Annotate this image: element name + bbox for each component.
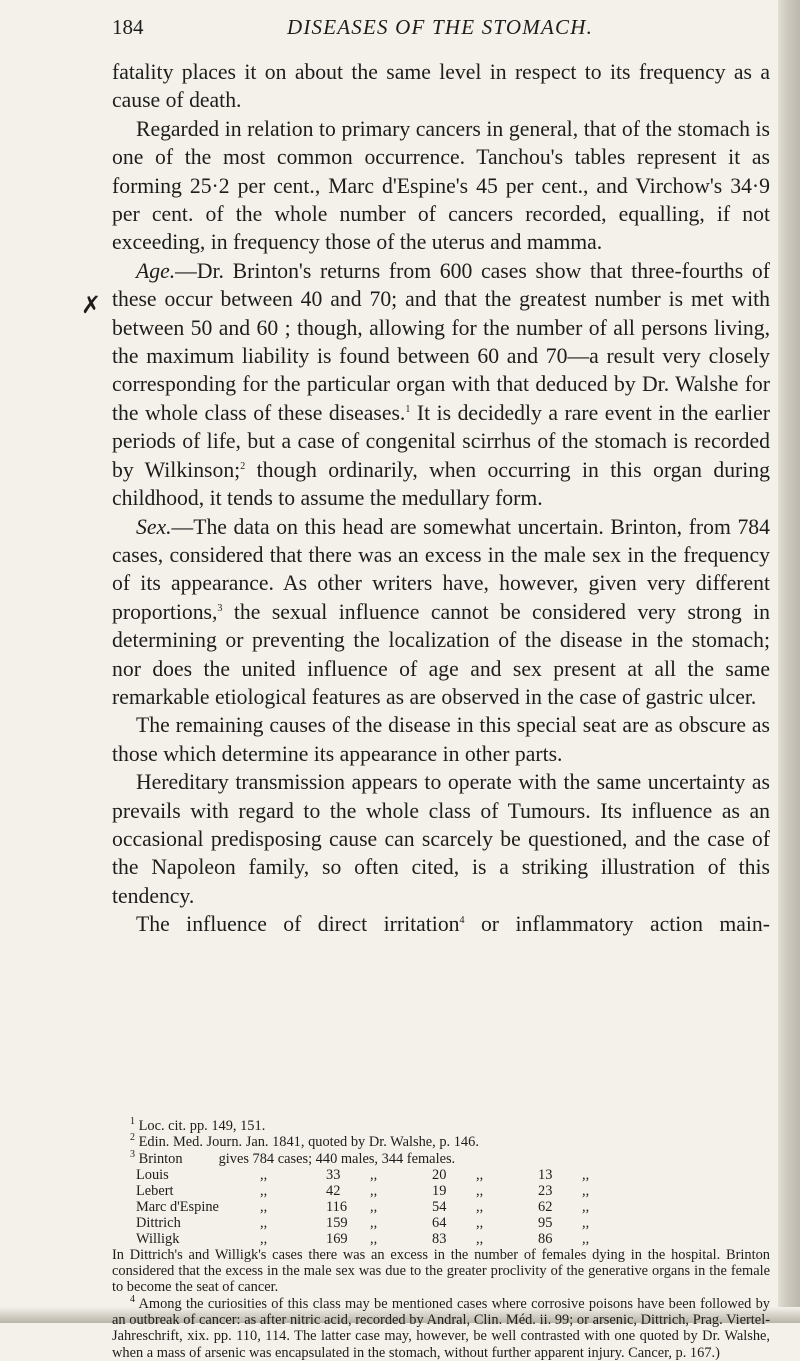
ditto-mark: ,, [260, 1214, 268, 1231]
table-row [136, 1167, 644, 1183]
total-cases: 169 [326, 1230, 348, 1247]
footnote-ref-4[interactable]: 4 [459, 914, 465, 926]
female-cases: 62 [538, 1198, 553, 1215]
author-name: Lebert [136, 1182, 174, 1199]
margin-mark-icon: ✗ [81, 291, 102, 319]
total-cases: 42 [326, 1182, 341, 1199]
male-cases: 20 [432, 1166, 447, 1183]
total-cases: 159 [326, 1214, 348, 1231]
paragraph-2: Regarded in relation to primary cancers in general, that of the stomach is one of the most common occurrence. Tanchou's tables represent it as forming 25·2 per cent., Marc d'Espine's 45 per cent., and Virchow's 34·9 per cent. of the whole number of cancers recorded, equalling, if not exceeding, in frequency those of the uterus and mamma. [112, 116, 770, 255]
author-name: Willigk [136, 1230, 180, 1247]
ditto-mark: ,, [260, 1230, 268, 1247]
ditto-mark: ,, [476, 1214, 484, 1231]
footnote-1: $^1$ Loc. cit. pp. 149, 151. [130, 1116, 266, 1134]
female-cases: 95 [538, 1214, 553, 1231]
female-cases: 13 [538, 1166, 553, 1183]
ditto-mark: ,, [370, 1166, 378, 1183]
table-row [136, 1215, 644, 1231]
table-row [136, 1183, 644, 1199]
page-edge-shadow [778, 0, 800, 1323]
ditto-mark: ,, [582, 1182, 590, 1199]
footnote-ref-1[interactable]: 1 [405, 403, 411, 415]
footnote-ref-3[interactable]: 3 [217, 602, 223, 614]
age-heading: Age. [136, 258, 176, 283]
ditto-mark: ,, [582, 1230, 590, 1247]
total-cases: 116 [326, 1198, 348, 1215]
ditto-mark: ,, [260, 1198, 268, 1215]
page-header [112, 15, 768, 45]
footnote-3: $^3$ Brinton gives 784 cases; 440 males, 344 females. [130, 1148, 456, 1167]
male-cases: 54 [432, 1198, 447, 1215]
ditto-mark: ,, [370, 1198, 378, 1215]
paragraph-1: fatality places it on about the same level in respect to its frequency as a cause of death. [112, 60, 770, 113]
male-cases: 83 [432, 1230, 447, 1247]
ditto-mark: ,, [476, 1182, 484, 1199]
author-name: Marc d'Espine [136, 1198, 219, 1215]
page-number: 184 [112, 15, 144, 39]
body-text [112, 58, 770, 939]
table-row [136, 1199, 644, 1215]
author-name: Dittrich [136, 1214, 181, 1231]
female-cases: 23 [538, 1182, 553, 1199]
ditto-mark: ,, [476, 1166, 484, 1183]
male-cases: 64 [432, 1214, 447, 1231]
male-cases: 19 [432, 1182, 447, 1199]
ditto-mark: ,, [260, 1166, 268, 1183]
ditto-mark: ,, [260, 1182, 268, 1199]
ditto-mark: ,, [370, 1230, 378, 1247]
footnotes [112, 1118, 770, 1361]
running-title: DISEASES OF THE STOMACH. [286, 15, 594, 39]
author-name: Louis [136, 1166, 169, 1183]
female-cases: 86 [538, 1230, 553, 1247]
ditto-mark: ,, [370, 1214, 378, 1231]
ditto-mark: ,, [476, 1198, 484, 1215]
footnote-3-conclusion: In Dittrich's and Willigk's cases there was an excess in the number of females dying in the hospital. Brinton considered that the excess in the male sex was due to the greater proclivity of the generative organs in the female to become the seat of cancer. [112, 1246, 770, 1296]
paragraph-7: The influence of direct irritation$^4$ or inflammatory action main- [136, 912, 770, 937]
paragraph-age: Age.—Dr. Brinton's returns from 600 cases show that three-fourths of these occur between 40 and 70; and that the greatest number is met with between 50 and 60 ; though, allowing for the number of all persons living, the maximum liability is found between 60 and 70—a result very closely corresponding for the particular organ with that deduced by Dr. Walshe for the whole class of these diseases.$^1$ It is decidedly a rare event in the earlier periods of life, but a case of congenital scirrhus of the stomach is recorded by Wilkinson;$^2$ though ordinarily, when occurring in this organ during childhood, it tends to assume the medullary form. [112, 258, 770, 511]
footnote-ref-2[interactable]: 2 [240, 460, 246, 472]
paragraph-5: The remaining causes of the disease in this special seat are as obscure as those which determine its appearance in other parts. [112, 713, 770, 766]
footnote-4: $^4$ Among the curiosities of this class may be mentioned cases where corrosive poisons have been followed by an outbreak of cancer: as after nitric acid, recorded by Andral, Clin. Méd. ii. 99; or arsenic, Dittrich, Prag. Viertel-Jahreschrift, xix. pp. 110, 114. The latter case may, however, be well contrasted with one quoted by Dr. Walshe, when a mass of arsenic was encapsulated in the stomach, without further apparent injury. Cancer, p. 167.) [112, 1293, 770, 1361]
paragraph-sex: Sex.—The data on this head are somewhat uncertain. Brinton, from 784 cases, considered that there was an excess in the male sex in the frequency of its appearance. As other writers have, however, given very different proportions,$^3$ the sexual influence cannot be considered very strong in determining or preventing the localization of the disease in the stomach; nor does the united influence of age and sex present at all the same remarkable etiological features as are observed in the case of gastric ulcer. [112, 514, 770, 709]
ditto-mark: ,, [476, 1230, 484, 1247]
table-row [136, 1231, 644, 1247]
ditto-mark: ,, [370, 1182, 378, 1199]
total-cases: 33 [326, 1166, 341, 1183]
sex-heading: Sex. [136, 514, 172, 539]
ditto-mark: ,, [582, 1166, 590, 1183]
sex-statistics-table [136, 1167, 644, 1247]
footnote-2: $^2$ Edin. Med. Journ. Jan. 1841, quoted by Dr. Walshe, p. 146. [130, 1132, 479, 1151]
ditto-mark: ,, [582, 1198, 590, 1215]
paragraph-6: Hereditary transmission appears to operate with the same uncertainty as prevails with regard to the whole class of Tumours. Its influence as an occasional predisposing cause can scarcely be questioned, and the case of the Napoleon family, so often cited, is a striking illustration of this tendency. [112, 770, 770, 908]
ditto-mark: ,, [582, 1214, 590, 1231]
